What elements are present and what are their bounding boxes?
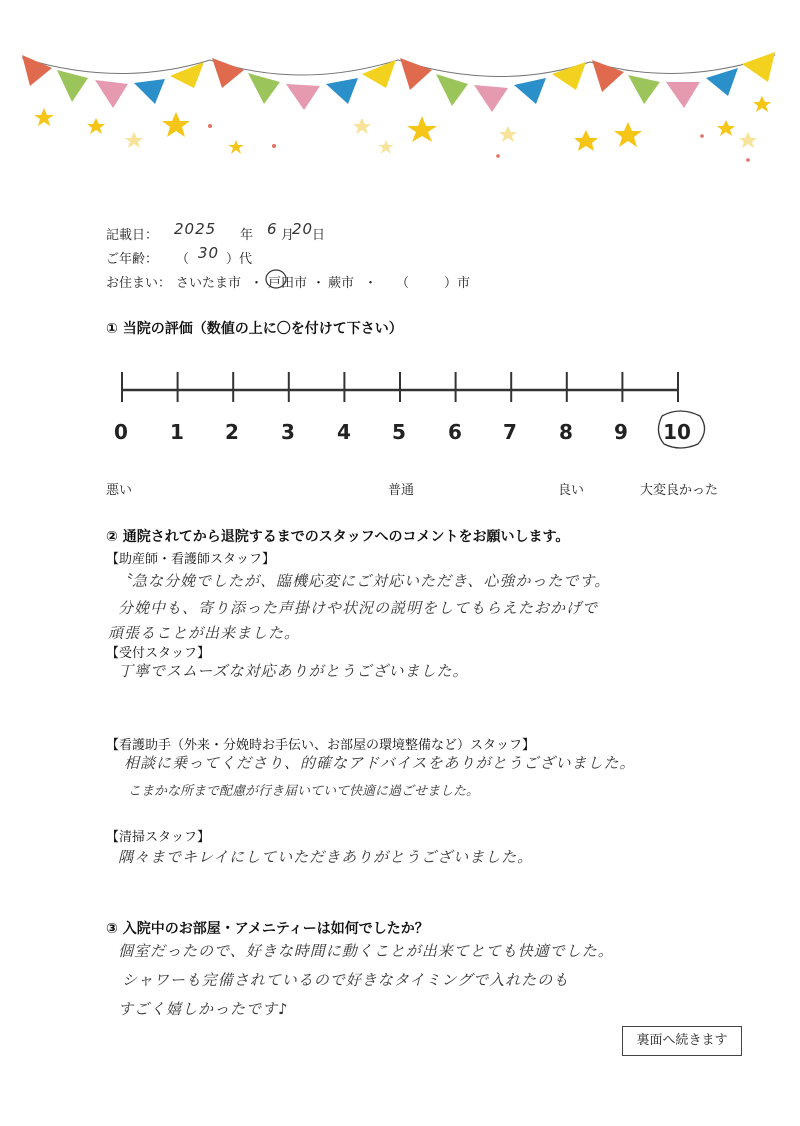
dots-decoration	[208, 124, 750, 162]
address-toda: 戸田市	[268, 276, 308, 291]
address-separator: ・	[312, 276, 326, 291]
dot-icon	[746, 158, 750, 162]
scale-number-8[interactable]: 8	[559, 420, 573, 444]
star-icon	[378, 140, 394, 154]
selected-circle-icon	[652, 408, 710, 452]
midwife-comment-line-1: 〝急な分娩でしたが、臨機応変にご対応いただき、心強かったです。	[116, 572, 611, 590]
flag-icon	[628, 75, 660, 104]
star-icon	[353, 118, 371, 134]
flag-icon	[592, 60, 624, 92]
section1-title: ① 当院の評価（数値の上に〇を付けて下さい）	[106, 321, 403, 337]
assistant-heading: 【看護助手（外来・分娩時お手伝い、お部屋の環境整備など）スタッフ】	[106, 738, 536, 753]
address-separator: ・	[364, 276, 378, 291]
star-icon	[574, 130, 598, 151]
scale-number-6[interactable]: 6	[448, 420, 462, 444]
flag-icon	[95, 80, 128, 108]
room-comment-line-1: 個室だったので、好きな時間に動くことが出来てとても快適でした。	[118, 942, 614, 960]
flag-icon	[474, 85, 508, 112]
age-value: 30	[198, 244, 220, 262]
flag-icon	[22, 55, 52, 86]
flag-icon	[706, 68, 738, 96]
star-icon	[407, 116, 437, 142]
assistant-comment-line-1: 相談に乗ってくださり、的確なアドバイスをありがとうございました。	[124, 754, 636, 772]
midwife-comment-line-3: 頑張ることが出来ました。	[108, 624, 301, 642]
flag-icon	[400, 58, 432, 90]
star-icon	[614, 122, 642, 147]
flag-icon	[362, 60, 396, 88]
scale-number-7[interactable]: 7	[503, 420, 517, 444]
star-icon	[753, 96, 771, 112]
scale-label-good: 良い	[558, 483, 585, 498]
address-saitama: さいたま市	[176, 276, 242, 291]
midwife-comment-line-2: 分娩中も、寄り添った声掛けや状況の説明をしてもらえたおかげで	[118, 599, 599, 617]
dot-icon	[208, 124, 212, 128]
day-unit: 日	[312, 228, 326, 243]
star-icon	[87, 118, 105, 134]
star-icon	[739, 132, 757, 148]
flag-icon	[134, 79, 165, 104]
flag-icon	[436, 74, 468, 106]
flag-icon	[248, 73, 280, 104]
address-separator: ・	[250, 276, 264, 291]
section3-title: ③ 入院中のお部屋・アメニティーは如何でしたか？	[106, 921, 429, 937]
midwife-heading: 【助産師・看護師スタッフ】	[106, 552, 276, 567]
flag-icon	[212, 58, 244, 88]
flag-icon	[552, 62, 586, 90]
date-month-value: 6	[267, 220, 278, 238]
age-close-paren: ）代	[226, 252, 253, 267]
dot-icon	[272, 144, 276, 148]
reception-comment-line-1: 丁寧でスムーズな対応ありがとうございました。	[118, 662, 469, 680]
age-label: ご年齢：	[106, 252, 159, 267]
scale-number-9[interactable]: 9	[614, 420, 628, 444]
cleaning-heading: 【清掃スタッフ】	[106, 830, 211, 845]
flag-icon	[666, 82, 700, 108]
star-icon	[228, 140, 244, 154]
dot-icon	[700, 134, 704, 138]
circle-mark-icon	[264, 268, 288, 290]
scale-label-bad: 悪い	[106, 483, 133, 498]
scale-label-normal: 普通	[388, 483, 415, 498]
star-icon	[717, 120, 735, 136]
bunting-decoration	[0, 0, 800, 170]
pale-stars-decoration	[125, 118, 757, 154]
age-open-paren: （	[176, 252, 190, 267]
scale-number-10[interactable]: 10	[663, 420, 691, 444]
scale-number-2[interactable]: 2	[225, 420, 239, 444]
bunting-string-right	[398, 55, 775, 77]
flag-icon	[514, 78, 546, 104]
year-unit: 年	[240, 228, 254, 243]
month-unit: 月	[281, 228, 295, 243]
address-warabi: 蕨市	[328, 276, 355, 291]
scale-number-0[interactable]: 0	[114, 420, 128, 444]
scale-number-1[interactable]: 1	[170, 420, 184, 444]
stars-decoration	[34, 96, 771, 154]
assistant-comment-line-2: こまかな所まで配慮が行き届いていて快適に過ごせました。	[128, 784, 480, 799]
scale-number-3[interactable]: 3	[281, 420, 295, 444]
address-other-close: ）市	[444, 276, 471, 291]
section2-title: ② 通院されてから退院するまでのスタッフへのコメントをお願いします。	[106, 529, 570, 545]
address-other-open: （	[396, 276, 410, 291]
flag-icon	[57, 70, 88, 102]
reception-heading: 【受付スタッフ】	[106, 646, 211, 661]
scale-label-very-good: 大変良かった	[640, 483, 719, 498]
flag-icon	[742, 52, 775, 82]
room-comment-line-2: シャワーも完備されているので好きなタイミングで入れたのも	[122, 971, 570, 989]
flag-icon	[286, 84, 320, 110]
scale-number-4[interactable]: 4	[337, 420, 351, 444]
star-icon	[125, 132, 143, 148]
rating-scale	[110, 360, 700, 410]
room-comment-line-3: すごく嬉しかったです♪	[118, 1000, 289, 1018]
address-label: お住まい：	[106, 276, 172, 291]
star-icon	[34, 108, 54, 126]
star-icon	[499, 126, 517, 142]
continue-on-back-box: 裏面へ続きます	[622, 1026, 742, 1056]
cleaning-comment-line-1: 隅々までキレイにしていただきありがとうございました。	[118, 848, 534, 866]
date-label: 記載日：	[106, 228, 159, 243]
date-day-value: 20	[292, 220, 314, 238]
flag-icon	[326, 78, 358, 104]
date-year-value: 2025	[174, 220, 217, 238]
scale-number-5[interactable]: 5	[392, 420, 406, 444]
star-icon	[162, 112, 190, 137]
dot-icon	[496, 154, 500, 158]
